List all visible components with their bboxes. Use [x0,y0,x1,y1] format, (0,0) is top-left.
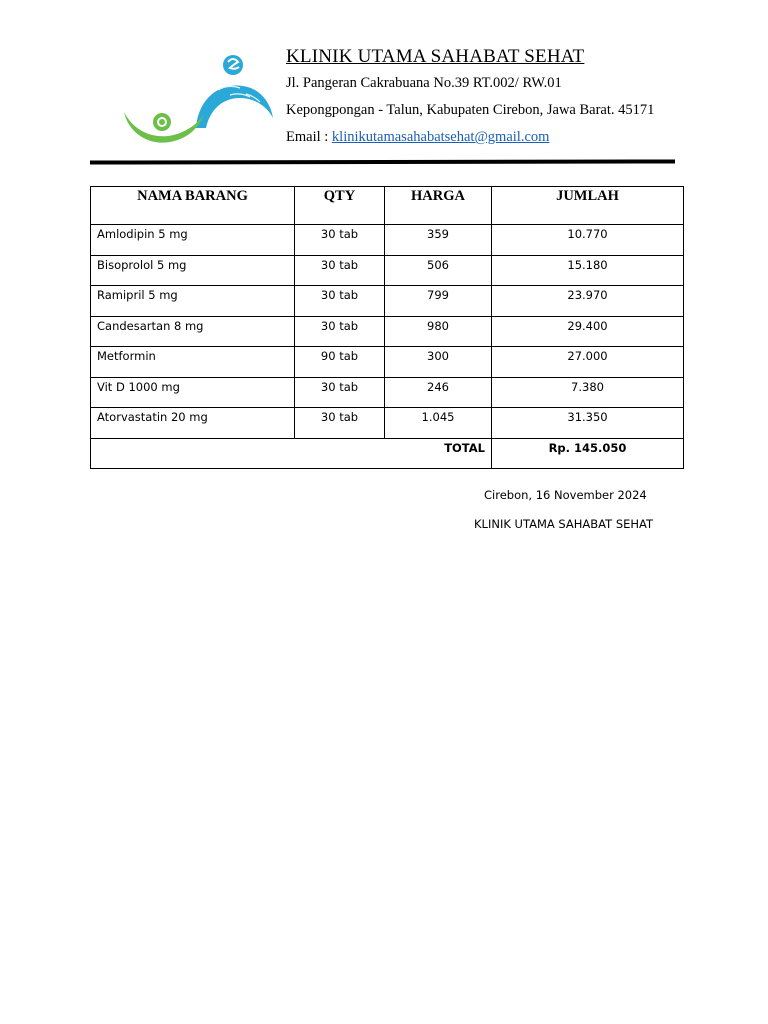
header-divider [90,159,675,164]
item-qty: 30 tab [295,316,385,347]
item-price: 980 [385,316,492,347]
item-name: Bisoprolol 5 mg [91,255,295,286]
item-name: Vit D 1000 mg [91,377,295,408]
item-name: Amlodipin 5 mg [91,225,295,256]
column-header-amount: JUMLAH [492,187,684,225]
item-amount: 27.000 [492,347,684,378]
column-header-price: HARGA [385,187,492,225]
item-name: Ramipril 5 mg [91,286,295,317]
table-row [91,255,684,286]
item-qty: 90 tab [295,347,385,378]
logo-eye-icon [153,113,171,131]
item-qty: 30 tab [295,286,385,317]
table-header-row [91,187,684,225]
item-qty: 30 tab [295,225,385,256]
signer-name: KLINIK UTAMA SAHABAT SEHAT [474,517,654,531]
item-amount: 15.180 [492,255,684,286]
email-label: Email : [286,129,332,145]
table-row [91,225,684,256]
item-amount: 10.770 [492,225,684,256]
item-amount: 31.350 [492,408,684,439]
place-date: Cirebon, 16 November 2024 [484,488,647,502]
item-price: 506 [385,255,492,286]
item-name: Metformin [91,347,295,378]
logo-blue-wave [196,85,273,128]
item-price: 300 [385,347,492,378]
total-row [91,438,684,469]
item-name: Candesartan 8 mg [91,316,295,347]
item-price: 799 [385,286,492,317]
item-amount: 23.970 [492,286,684,317]
clinic-name: KLINIK UTAMA SAHABAT SEHAT [286,46,585,67]
email-line [286,124,654,151]
total-label: TOTAL [91,438,492,469]
table-row [91,408,684,439]
column-header-qty: QTY [295,187,385,225]
item-amount: 29.400 [492,316,684,347]
item-qty: 30 tab [295,255,385,286]
letterhead [286,44,654,151]
item-price: 1.045 [385,408,492,439]
column-header-name: NAMA BARANG [91,187,295,225]
items-table [90,186,684,469]
clinic-logo [118,50,276,150]
table-row [91,377,684,408]
address-line-2: Kepongpongan - Talun, Kabupaten Cirebon, Jawa Barat. 45171 [286,102,655,118]
logo-swirl-icon [223,55,243,75]
email-link[interactable]: klinikutamasahabatsehat@gmail.com [331,129,550,145]
item-name: Atorvastatin 20 mg [91,408,295,439]
item-qty: 30 tab [295,408,385,439]
item-qty: 30 tab [295,377,385,408]
item-amount: 7.380 [492,377,684,408]
address-line-1: Jl. Pangeran Cakrabuana No.39 RT.002/ RW.01 [286,75,562,91]
item-price: 246 [385,377,492,408]
table-row [91,286,684,317]
total-value: Rp. 145.050 [492,438,684,469]
table-row [91,316,684,347]
item-price: 359 [385,225,492,256]
table-row [91,347,684,378]
